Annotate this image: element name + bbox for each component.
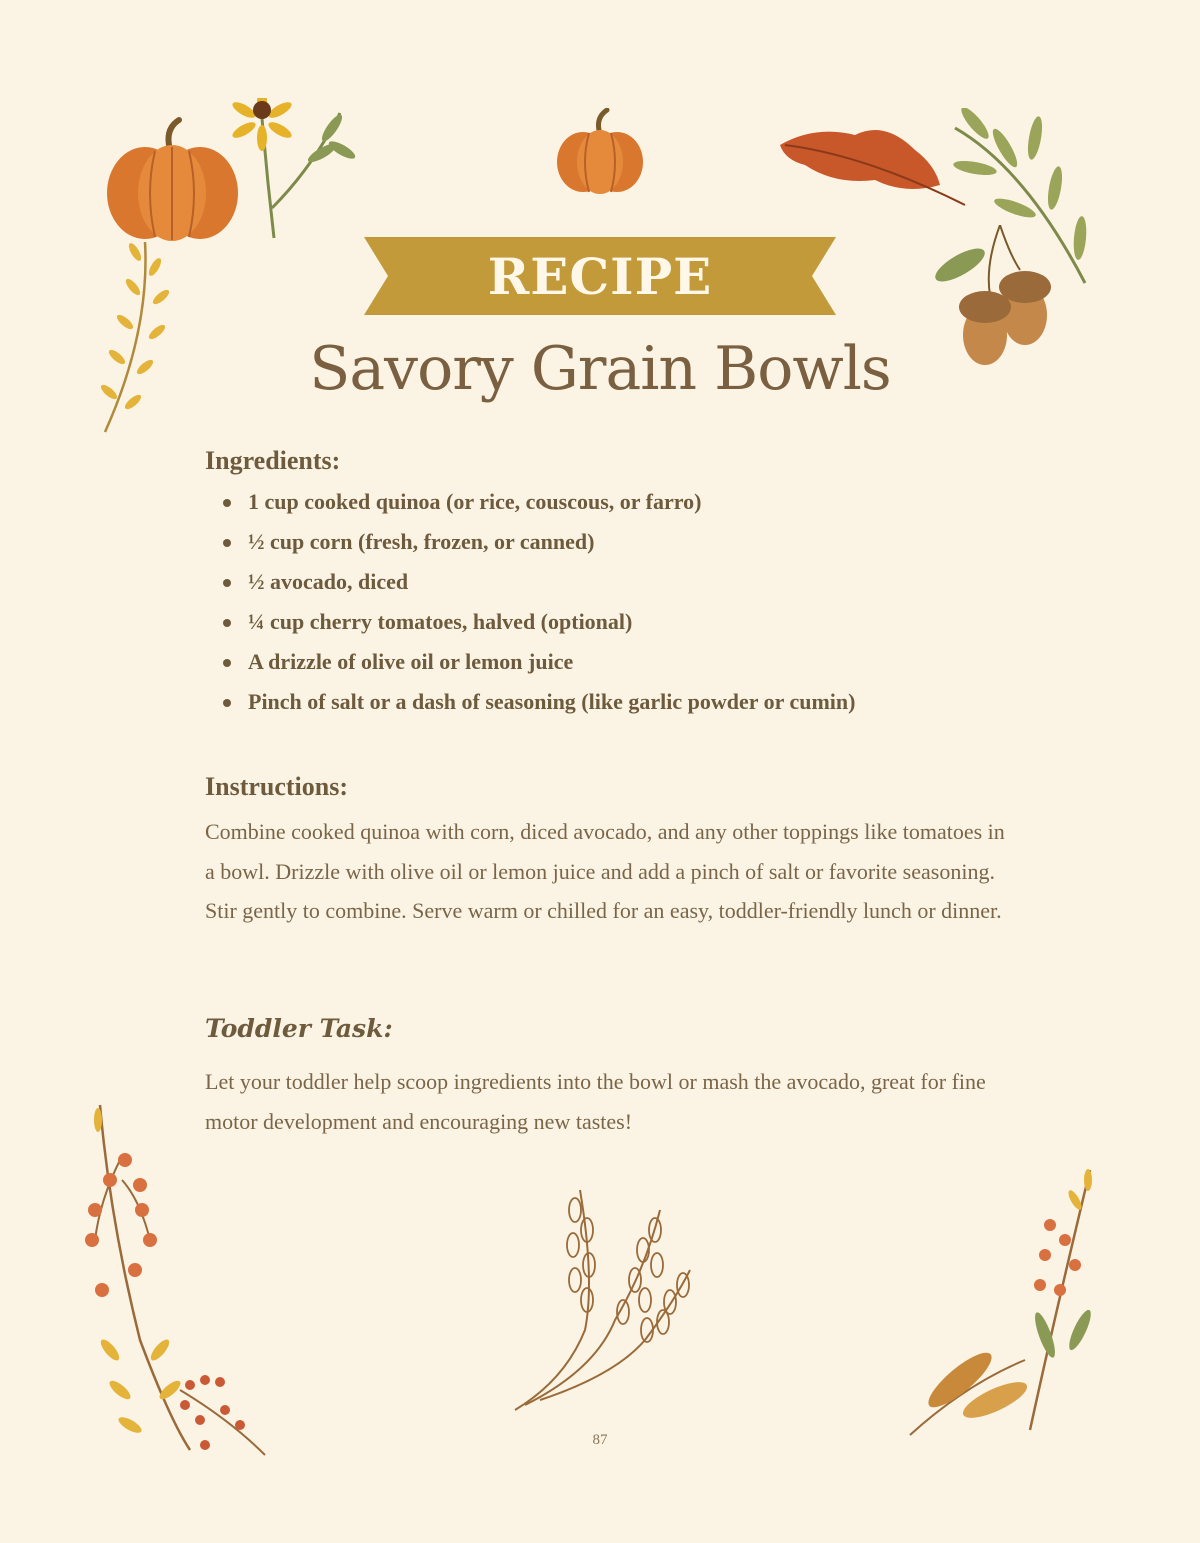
berry-branch-icon xyxy=(905,1165,1105,1440)
banner-label: RECIPE xyxy=(487,246,713,306)
list-item: ½ cup corn (fresh, frozen, or canned) xyxy=(218,522,855,562)
list-item: ½ avocado, diced xyxy=(218,562,855,602)
toddler-task-heading: Toddler Task: xyxy=(205,1014,393,1043)
pumpkin-icon xyxy=(555,108,645,194)
ingredients-list xyxy=(218,482,855,722)
toddler-task-text: Let your toddler help scoop ingredients into the bowl or mash the avocado, great for fine motor development and encouraging new tastes! xyxy=(205,1069,986,1134)
instructions-text: Combine cooked quinoa with corn, diced avocado, and any other toppings like tomatoes in a bowl. Drizzle with olive oil or lemon juice and add a pinch of salt or favorite seasoning. Stir gently to combine. Serve warm or chilled for an easy, toddler-friendly lunch or dinner. xyxy=(205,819,1005,923)
pumpkin-icon xyxy=(105,115,240,245)
recipe-banner xyxy=(364,237,836,315)
ingredients-heading: Ingredients: xyxy=(205,446,341,475)
page-number: 87 xyxy=(592,1432,608,1448)
list-item: 1 cup cooked quinoa (or rice, couscous, or farro) xyxy=(218,482,855,522)
list-item: Pinch of salt or a dash of seasoning (like garlic powder or cumin) xyxy=(218,682,855,722)
page-title: Savory Grain Bowls xyxy=(309,334,891,404)
flower-icon xyxy=(222,98,372,243)
berry-branch-icon xyxy=(80,1100,280,1460)
instructions-heading: Instructions: xyxy=(205,772,349,801)
list-item: ¼ cup cherry tomatoes, halved (optional) xyxy=(218,602,855,642)
wheat-icon xyxy=(505,1180,700,1420)
list-item: A drizzle of olive oil or lemon juice xyxy=(218,642,855,682)
